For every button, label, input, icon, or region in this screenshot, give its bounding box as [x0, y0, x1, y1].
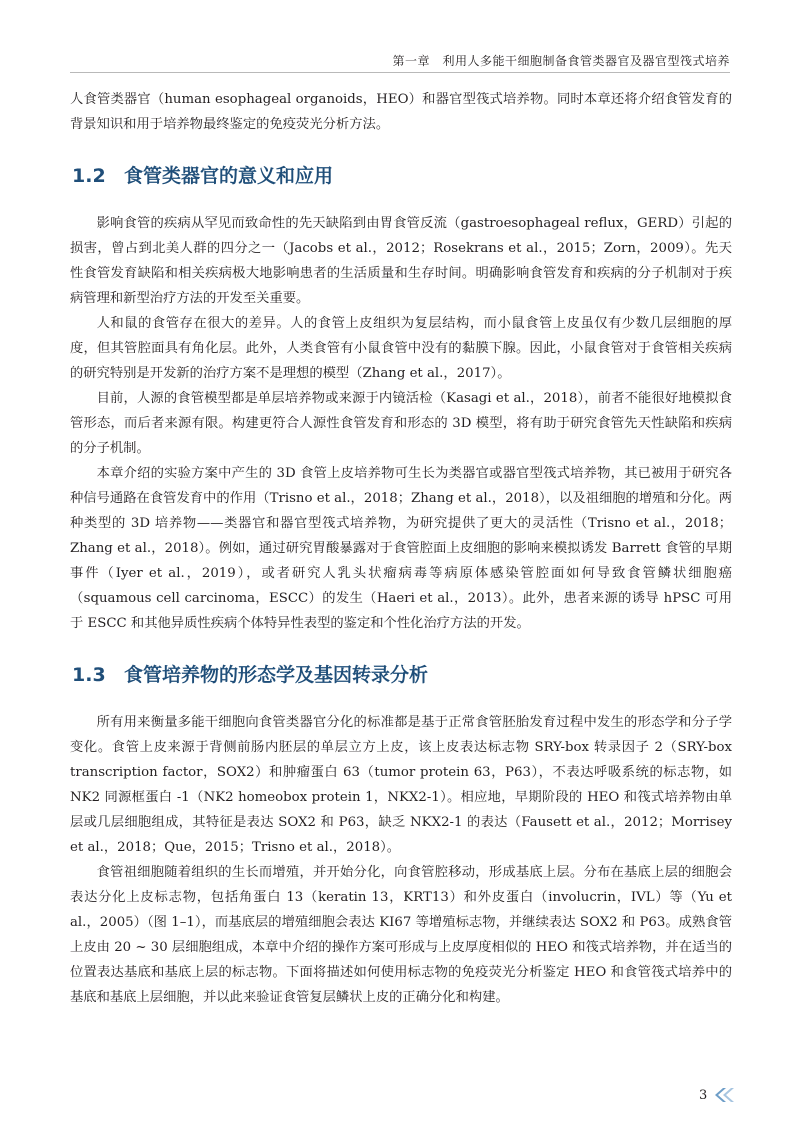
paragraph: 本章介绍的实验方案中产生的 3D 食管上皮培养物可生长为类器官或器官型筏式培养物，其已被用于研究各种信号通路在食管发育中的作用（Trisno et al.，2018；Zhang et al.，2018），以及祖细胞的增殖和分化。两种类型的 3D 培养物——类器官和器官型筏式培养物，为研究提供了更大的灵活性（Trisno et al.，2018；Zhang et al.，2018）。例如，通过研究胃酸暴露对于食管腔面上皮细胞的影响来模拟诱发 Barrett 食管的早期事件（Iyer et al.，2019），或者研究人乳头状瘤病毒等病原体感染管腔面如何导致食管鳞状细胞癌（squamous cell carcinoma，ESCC）的发生（Haeri et al.，2013）。此外，患者来源的诱导 hPSC 可用于 ESCC 和其他异质性疾病个体特异性表型的鉴定和个性化治疗方法的开发。 — [70, 466, 732, 631]
paragraph: 影响食管的疾病从罕见而致命性的先天缺陷到由胃食管反流（gastroesophageal reflux，GERD）引起的损害，曾占到北美人群的四分之一（Jacobs et al.，2012；Rosekrans et al.，2015；Zorn，2009）。先天性食管发育缺陷和相关疾病极大地影响患者的生活质量和生存时间。明确影响食管发育和疾病的分子机制对于疾病管理和新型治疗方法的开发至关重要。 — [70, 216, 732, 306]
page-number: 3 — [699, 1088, 708, 1103]
paragraph: 人和鼠的食管存在很大的差异。人的食管上皮组织为复层结构，而小鼠食管上皮虽仅有少数几层细胞的厚度，但其管腔面具有角化层。此外，人类食管有小鼠食管中没有的黏膜下腺。因此，小鼠食管对于食管相关疾病的研究特别是开发新的治疗方案不是理想的模型（Zhang et al.，2017）。 — [70, 316, 732, 381]
running-header: 第一章 利用人多能干细胞制备食管类器官及器官型筏式培养 — [392, 54, 730, 68]
section-number: 1.3 — [72, 664, 106, 686]
section-title: 食管培养物的形态学及基因转录分析 — [124, 664, 429, 686]
double-chevron-left-icon — [713, 1087, 735, 1103]
intro-paragraph: 人食管类器官（human esophageal organoids，HEO）和器官型筏式培养物。同时本章还将介绍食管发育的背景知识和用于培养物最终鉴定的免疫荧光分析方法。 — [70, 92, 732, 132]
page-body — [70, 87, 732, 1010]
section-number: 1.2 — [72, 165, 106, 187]
paragraph: 食管祖细胞随着组织的生长而增殖，并开始分化，向食管腔移动，形成基底上层。分布在基底上层的细胞会表达分化上皮标志物，包括角蛋白 13（keratin 13，KRT13）和外皮蛋白（involucrin，IVL）等（Yu et al.，2005）（图 1–1），而基底层的增殖细胞会表达 KI67 等增殖标志物，并继续表达 SOX2 和 P63。成熟食管上皮由 20 ~ 30 层细胞组成，本章中介绍的操作方案可形成与上皮厚度相似的 HEO 和筏式培养物，并在适当的位置表达基底和基底上层的标志物。下面将描述如何使用标志物的免疫荧光分析鉴定 HEO 和食管筏式培养中的基底和基底上层细胞，并以此来验证食管复层鳞状上皮的正确分化和构建。 — [70, 865, 732, 1005]
paragraph: 所有用来衡量多能干细胞向食管类器官分化的标准都是基于正常食管胚胎发育过程中发生的形态学和分子学变化。食管上皮来源于背侧前肠内胚层的单层立方上皮，该上皮表达标志物 SRY-box 转录因子 2（SRY-box transcription factor，SOX2）和肿瘤蛋白 63（tumor protein 63，P63），不表达呼吸系统的标志物，如 NK2 同源框蛋白 -1（NK2 homeobox protein 1，NKX2-1）。相应地，早期阶段的 HEO 和筏式培养物由单层或几层细胞组成，其特征是表达 SOX2 和 P63，缺乏 NKX2-1 的表达（Fausett et al.，2012；Morrisey et al.，2018；Que，2015；Trisno et al.，2018）。 — [70, 715, 732, 855]
paragraph: 目前，人源的食管模型都是单层培养物或来源于内镜活检（Kasagi et al.，2018），前者不能很好地模拟食管形态，而后者来源有限。构建更符合人源性食管发育和形态的 3D 模型，将有助于研究食管先天性缺陷和疾病的分子机制。 — [70, 391, 732, 456]
section-heading-1-3 — [70, 660, 732, 690]
header-divider — [70, 72, 730, 73]
section-title: 食管类器官的意义和应用 — [124, 165, 334, 187]
chevron-inner — [723, 1088, 734, 1102]
section-heading-1-2 — [70, 161, 732, 191]
